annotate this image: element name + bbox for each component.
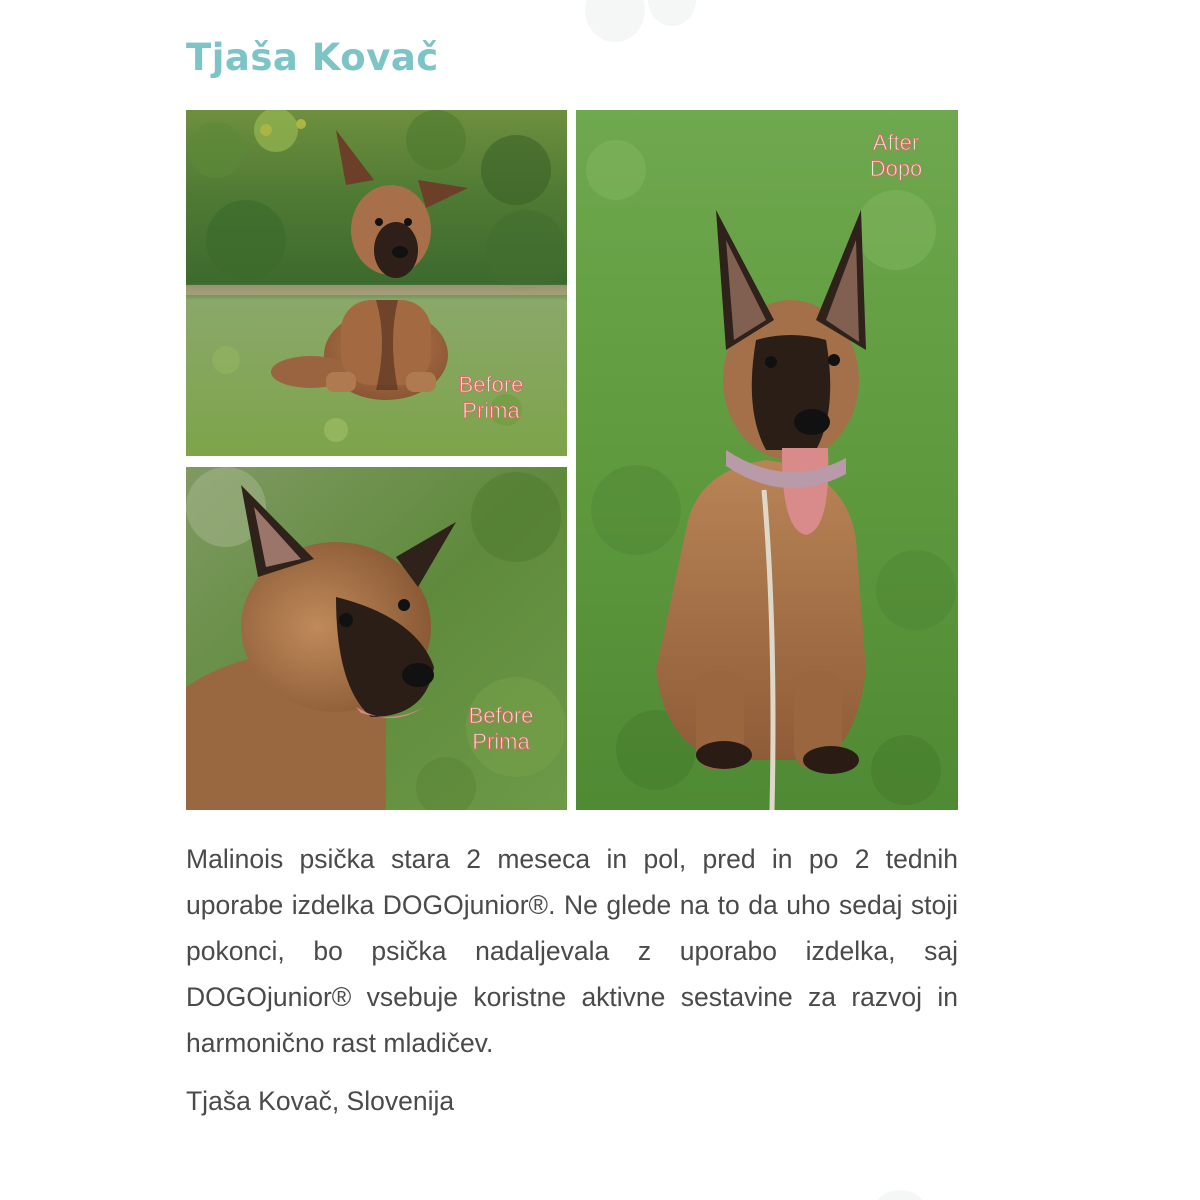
photo-label-after: After Dopo bbox=[869, 130, 923, 181]
photo-after-sitting bbox=[576, 110, 958, 810]
testimonial-caption: Malinois psička stara 2 meseca in pol, pred in po 2 tednih uporabe izdelka DOGOjunior®. Ne glede na to da uho sedaj stoji pokonci, bo psička nadaljevala z uporabo izdelka, saj DOGOjunior® vsebuje koristne aktivne sestavine za razvoj in harmonično rast mladičev. bbox=[186, 844, 958, 1058]
photo-before-closeup bbox=[186, 467, 567, 810]
testimonial-signature: Tjaša Kovač, Slovenija bbox=[186, 1086, 455, 1116]
page-title: Tjaša Kovač bbox=[186, 36, 439, 79]
photo-before-lying bbox=[186, 110, 567, 456]
paw-watermark-icon bbox=[560, 0, 720, 50]
paw-watermark-icon bbox=[860, 1180, 980, 1200]
photo-label-before: Before Prima bbox=[468, 703, 534, 754]
photo-label-before: Before Prima bbox=[458, 372, 524, 423]
